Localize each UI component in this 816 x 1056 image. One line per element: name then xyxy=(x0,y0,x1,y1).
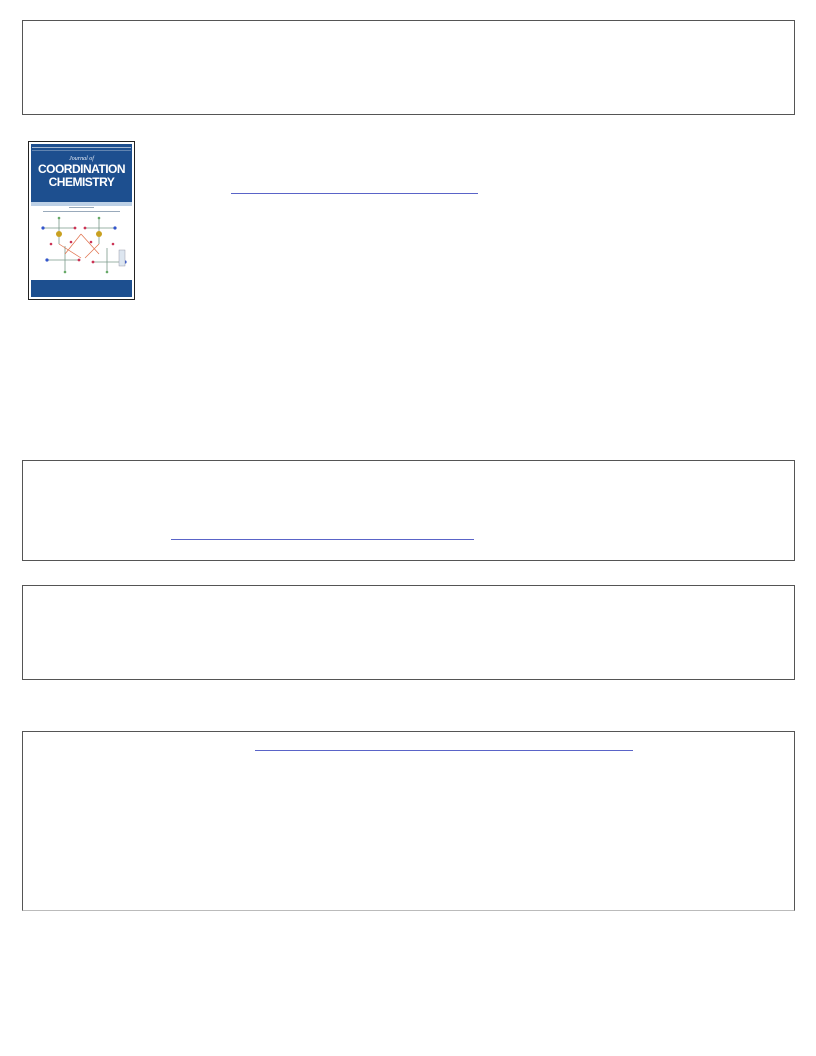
cover-sub-band xyxy=(31,202,132,206)
journal-cover-image xyxy=(28,141,135,300)
terms-link[interactable] xyxy=(255,750,633,751)
journal-link[interactable] xyxy=(231,193,478,194)
doi-link[interactable] xyxy=(171,539,474,540)
header-box xyxy=(22,20,795,115)
cover-journal-of: Journal of xyxy=(69,156,94,162)
citation-box xyxy=(22,460,795,561)
terms-box xyxy=(22,731,795,911)
cover-title-line2: CHEMISTRY xyxy=(48,175,115,189)
info-box xyxy=(22,585,795,680)
cover-publisher-band xyxy=(31,280,132,297)
cover-topline xyxy=(32,147,131,151)
cover-caption-line xyxy=(69,207,94,208)
cover-molecule-illustration xyxy=(35,214,130,274)
cover-caption-line xyxy=(43,211,120,212)
cover-title-line1: COORDINATION xyxy=(37,162,126,176)
